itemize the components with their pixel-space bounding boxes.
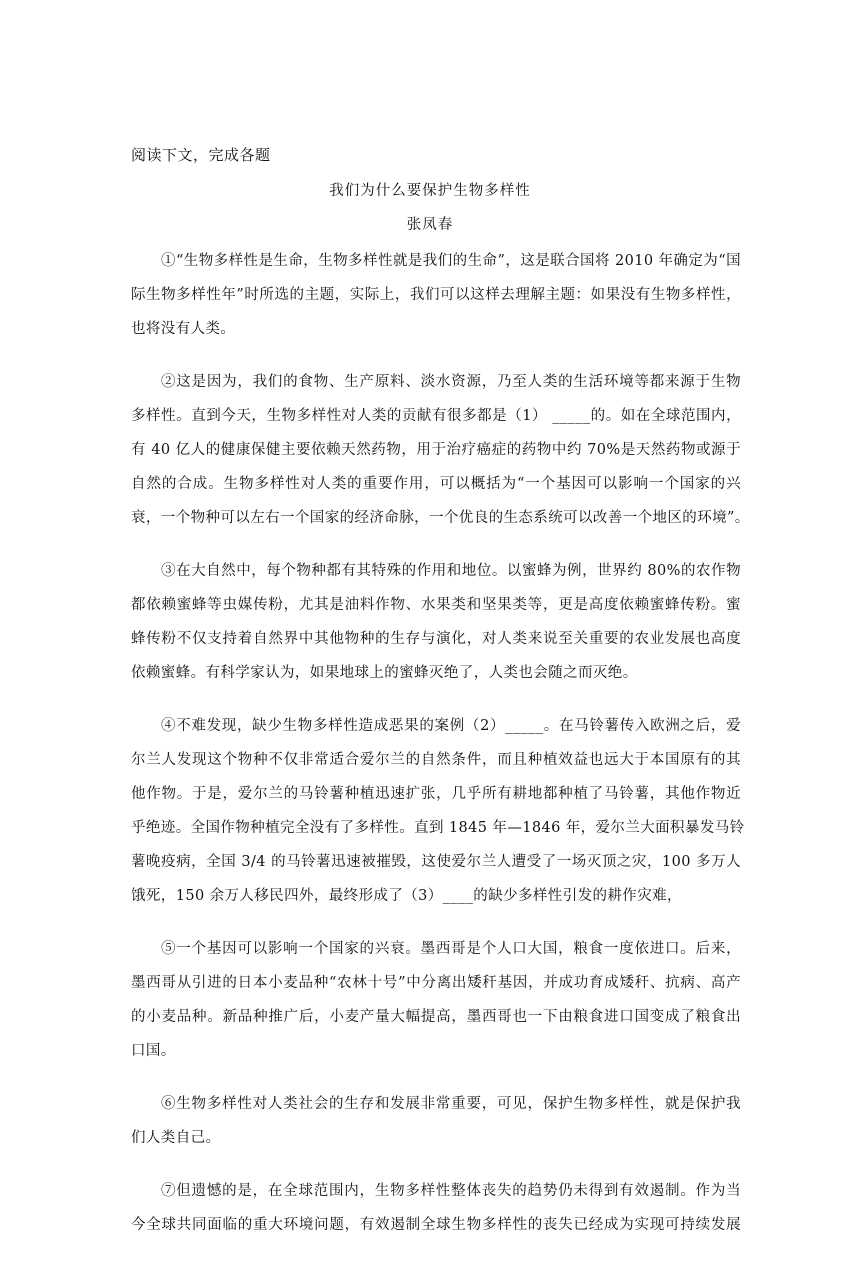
paragraph-7 [131,1174,741,1242]
text-line: ⑤一个基因可以影响一个国家的兴衰。墨西哥是个人口大国，粮食一度依进口。后来， [161,941,741,957]
paragraph-3 [131,554,741,690]
text-line: ②这是因为，我们的食物、生产原料、淡水资源，乃至人类的生活环境等都来源于生物 [161,374,741,390]
paragraph-4 [131,709,745,913]
instruction-text: 阅读下文，完成各题 [131,146,271,164]
text-line: ①“生物多样性是生命，生物多样性就是我们的生命”，这是联合国将 2010 年确定为“国 [161,253,741,269]
text-line: 墨西哥从引进的日本小麦品种“农林十号”中分离出矮秆基因，并成功育成矮秆、抗病、高产 [131,975,741,991]
paragraph-2 [131,365,750,535]
text-line: 乎绝迹。全国作物种植完全没有了多样性。直到 1845 年—1846 年，爱尔兰大面积暴发马铃 [131,820,745,836]
text-line: 依赖蜜蜂。有科学家认为，如果地球上的蜜蜂灭绝了，人类也会随之而灭绝。 [131,665,638,681]
text-line: 也将没有人类。 [131,321,236,337]
text-line: 口国。 [131,1043,176,1059]
text-line: ⑦但遗憾的是，在全球范围内，生物多样性整体丧失的趋势仍未得到有效遏制。作为当 [161,1183,741,1199]
text-line: 多样性。直到今天，生物多样性对人类的贡献有很多都是（1） _____的。如在全球范围内， [131,408,741,424]
article-title: 我们为什么要保护生物多样性 [329,183,531,199]
text-line: 们人类自己。 [131,1130,221,1146]
text-line: ④不难发现，缺少生物多样性造成恶果的案例（2）_____。在马铃薯传入欧洲之后，爱 [161,718,741,734]
text-line: 有 40 亿人的健康保健主要依赖天然药物，用于治疗癌症的药物中约 70%是天然药物或源于 [131,442,741,458]
paragraph-6 [131,1087,741,1155]
text-line: 他作物。于是，爱尔兰的马铃薯种植迅速扩张，几乎所有耕地都种植了马铃薯，其他作物近 [131,786,741,802]
text-line: 蜂传粉不仅支持着自然界中其他物种的生存与演化，对人类来说至关重要的农业发展也高度 [131,631,741,647]
article-body [131,244,750,1261]
text-line: 尔兰人发现这个物种不仅非常适合爱尔兰的自然条件，而且种植效益也远大于本国原有的其 [131,752,741,768]
text-line: 今全球共同面临的重大环境问题，有效遏制全球生物多样性的丧失已经成为实现可持续发展 [131,1217,741,1233]
paragraph-5 [131,932,741,1068]
text-line: 际生物多样性年”时所选的主题，实际上，我们可以这样去理解主题：如果没有生物多样性， [131,287,741,303]
text-line: 衰，一个物种可以左右一个国家的经济命脉，一个优良的生态系统可以改善一个地区的环境”。 [131,510,750,526]
text-line: 都依赖蜜蜂等虫媒传粉，尤其是油料作物、水果类和坚果类等，更是高度依赖蜜蜂传粉。蜜 [131,597,741,613]
text-line: 薯晚疫病，全国 3/4 的马铃薯迅速被摧毁，这使爱尔兰人遭受了一场灭顶之灾，100 多万人 [131,854,741,870]
text-line: 饿死，150 余万人移民四外，最终形成了（3）____的缺少多样性引发的耕作灾难， [131,888,682,904]
text-line: ③在大自然中，每个物种都有其特殊的作用和地位。以蜜蜂为例，世界约 80%的农作物 [161,563,741,579]
text-line: 的小麦品种。新品种推广后，小麦产量大幅提高，墨西哥也一下由粮食进口国变成了粮食出 [131,1009,741,1025]
text-line: ⑥生物多样性对人类社会的生存和发展非常重要，可见，保护生物多样性，就是保护我 [161,1096,741,1112]
text-line: 自然的合成。生物多样性对人类的重要作用，可以概括为“一个基因可以影响一个国家的兴 [131,476,741,492]
paragraph-1 [131,244,741,346]
article-author: 张凤春 [406,217,454,233]
